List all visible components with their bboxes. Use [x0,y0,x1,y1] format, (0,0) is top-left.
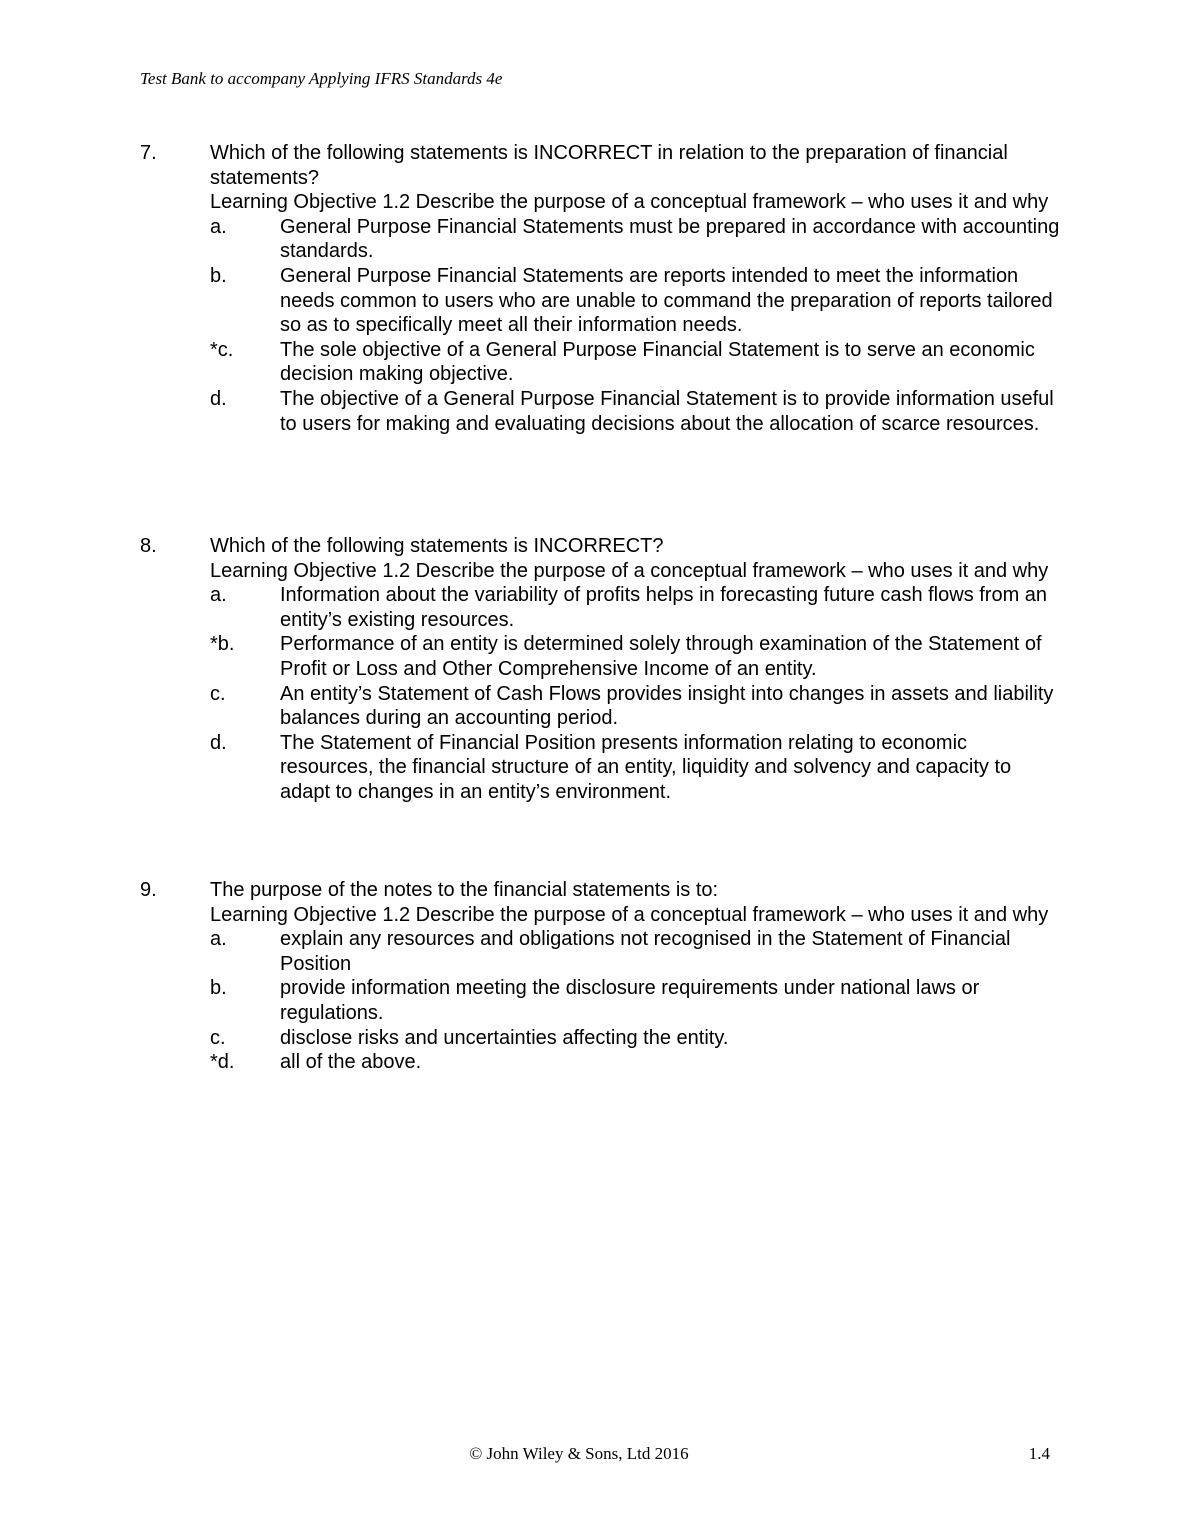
answer-options [140,927,1060,1075]
question-7 [140,141,1060,436]
answer-option-b [210,976,1060,1025]
option-text: General Purpose Financial Statements are reports intended to meet the information needs common to users who are unable to command the preparation of reports tailored so as to specifically meet all their information needs. [280,264,1053,337]
learning-objective: Learning Objective 1.2 Describe the purpose of a conceptual framework – who uses it and why [210,559,1049,582]
option-letter: c. [210,682,226,705]
option-letter: c. [210,1026,226,1049]
option-letter: *c. [210,338,234,361]
question-stem: The purpose of the notes to the financial statements is to: [210,879,719,901]
option-letter: a. [210,584,227,607]
option-text: explain any resources and obligations not recognised in the Statement of Financial Position [280,928,1011,975]
option-letter: a. [210,215,227,238]
question-stem-row [140,534,1060,559]
option-text: General Purpose Financial Statements must be prepared in accordance with accounting standards. [280,215,1060,263]
option-text: The Statement of Financial Position presents information relating to economic resources, the financial structure of an entity, liquidity and solvency and capacity to adapt to changes in an entity’s environment. [280,731,1012,803]
option-letter: *d. [210,1051,235,1074]
option-text: Information about the variability of profits helps in forecasting future cash flows from an entity’s existing resources. [280,584,1048,631]
question-number: 8. [140,535,157,557]
question-stem: Which of the following statements is INCORRECT? [210,535,664,557]
answer-option-c-correct [210,338,1060,387]
option-text: provide information meeting the disclosure requirements under national laws or regulations. [280,977,980,1024]
option-text: The objective of a General Purpose Financial Statement is to provide information useful to users for making and evaluating decisions about the allocation of scarce resources. [280,387,1054,435]
option-text: Performance of an entity is determined solely through examination of the Statement of Profit or Loss and Other Comprehensive Income of an entity. [280,633,1042,680]
question-stem-row [140,141,1060,190]
answer-option-c [210,682,1060,731]
answer-option-d-correct [210,1050,1060,1075]
question-8 [140,534,1060,805]
option-letter: a. [210,928,227,951]
option-letter: d. [210,387,227,410]
answer-option-b [210,264,1060,338]
question-stem: Which of the following statements is INCORRECT in relation to the preparation of financial statements? [210,142,1008,189]
page-number: 1.4 [1028,1444,1050,1463]
option-text: disclose risks and uncertainties affecting the entity. [280,1026,729,1049]
answer-option-a [210,927,1060,976]
answer-options [140,215,1060,436]
option-letter: b. [210,264,227,287]
question-number: 7. [140,142,157,164]
option-letter: d. [210,731,227,754]
answer-options [140,583,1060,804]
option-text: An entity’s Statement of Cash Flows provides insight into changes in assets and liability balances during an accounting period. [280,682,1054,730]
answer-option-c [210,1026,1060,1051]
option-letter: b. [210,977,227,1000]
question-9 [140,878,1060,1075]
answer-option-b-correct [210,632,1060,681]
question-stem-row [140,878,1060,903]
option-letter: *b. [210,633,235,656]
answer-option-a [210,583,1060,632]
answer-option-a [210,215,1060,264]
footer-copyright: © John Wiley & Sons, Ltd 2016 [469,1444,689,1463]
answer-option-d [210,387,1060,436]
learning-objective: Learning Objective 1.2 Describe the purpose of a conceptual framework – who uses it and why [210,903,1049,926]
option-text: all of the above. [280,1051,422,1074]
question-number: 9. [140,879,157,901]
option-text: The sole objective of a General Purpose Financial Statement is to serve an economic decision making objective. [280,338,1035,386]
running-header-title: Test Bank to accompany Applying IFRS Standards 4e [140,69,503,88]
learning-objective: Learning Objective 1.2 Describe the purpose of a conceptual framework – who uses it and why [210,191,1049,214]
answer-option-d [210,731,1060,805]
